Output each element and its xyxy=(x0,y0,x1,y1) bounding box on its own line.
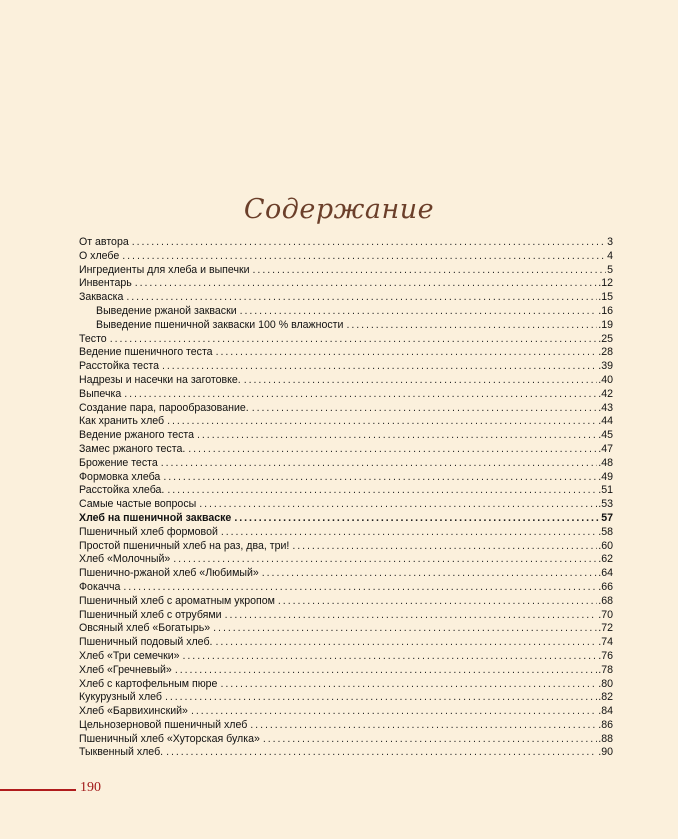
toc-dot-leader xyxy=(346,319,597,333)
toc-entry xyxy=(79,443,613,457)
toc-entry-page: .84 xyxy=(598,705,613,718)
toc-entry-label: Как хранить хлеб xyxy=(79,415,165,428)
toc-entry-page: .43 xyxy=(598,401,613,414)
toc-dot-leader xyxy=(263,733,597,747)
toc-dot-leader xyxy=(132,236,606,250)
toc-entry-label: Ингредиенты для хлеба и выпечки xyxy=(79,263,250,276)
toc-entry xyxy=(79,719,613,733)
toc-entry-page: .68 xyxy=(598,594,613,607)
toc-entry-page: .53 xyxy=(598,498,613,511)
toc-entry-page: .49 xyxy=(598,470,613,483)
toc-entry xyxy=(79,250,613,264)
toc-entry-label: Ведение пшеничного теста xyxy=(79,346,213,359)
toc-dot-leader xyxy=(253,264,607,278)
toc-dot-leader xyxy=(126,291,597,305)
toc-entry xyxy=(79,650,613,664)
toc-entry-page: .28 xyxy=(598,346,613,359)
toc-entry-label: Тесто xyxy=(79,332,107,345)
toc-dot-leader xyxy=(161,457,598,471)
toc-entry-label: Хлеб на пшеничной закваске xyxy=(79,511,232,524)
toc-entry-label: Пшеничный подовый хлеб. xyxy=(79,636,213,649)
toc-entry-page: .86 xyxy=(598,718,613,731)
toc-dot-leader xyxy=(191,705,597,719)
toc-entry-label: Пшеничный хлеб «Хуторская булка» xyxy=(79,732,260,745)
toc-entry-label: От автора xyxy=(79,236,129,248)
toc-entry-label: Пшенично-ржаной хлеб «Любимый» xyxy=(79,567,259,580)
toc-entry-page: .19 xyxy=(598,318,613,331)
toc-entry-label: Формовка хлеба xyxy=(79,470,161,483)
toc-entry-label: Инвентарь xyxy=(79,277,132,290)
toc-entry xyxy=(79,512,613,526)
toc-dot-leader xyxy=(197,429,597,443)
toc-entry-page: .47 xyxy=(598,442,613,455)
toc-entry xyxy=(79,595,613,609)
toc-entry xyxy=(79,553,613,567)
toc-entry xyxy=(79,457,613,471)
toc-entry-page: .12 xyxy=(598,277,613,290)
toc-dot-leader xyxy=(163,471,597,485)
toc-dot-leader xyxy=(220,678,597,692)
toc-entry-label: Самые частые вопросы xyxy=(79,498,197,511)
toc-dot-leader xyxy=(244,374,598,388)
toc-dot-leader xyxy=(165,691,597,705)
toc-entry-label: Фокачча xyxy=(79,580,121,593)
toc-entry xyxy=(79,264,613,278)
footer-rule xyxy=(0,789,76,791)
toc-entry-label: Кукурузный хлеб xyxy=(79,691,162,704)
toc-entry-label: Расстойка теста xyxy=(79,360,159,373)
toc-entry xyxy=(79,346,613,360)
toc-entry-page: .42 xyxy=(598,387,613,400)
page-number: 190 xyxy=(80,780,101,795)
toc-entry xyxy=(79,540,613,554)
toc-dot-leader xyxy=(110,333,598,347)
toc-entry-page: .25 xyxy=(598,332,613,345)
toc-entry xyxy=(79,567,613,581)
toc-entry-label: Пшеничный хлеб с ароматным укропом xyxy=(79,594,275,607)
toc-entry-page: .40 xyxy=(598,373,613,386)
toc-dot-leader xyxy=(162,360,597,374)
toc-entry-page: .78 xyxy=(598,663,613,676)
toc-entry-page: .90 xyxy=(598,746,613,759)
toc-entry-page: .76 xyxy=(598,649,613,662)
toc-entry-label: Хлеб «Гречневый» xyxy=(79,663,172,676)
toc-dot-leader xyxy=(278,595,597,609)
toc-entry xyxy=(79,277,613,291)
toc-entry-page: .60 xyxy=(598,539,613,552)
toc-entry xyxy=(79,498,613,512)
toc-entry-page: .62 xyxy=(598,553,613,566)
toc-entry xyxy=(79,484,613,498)
toc-entry-page: .72 xyxy=(598,622,613,635)
toc-dot-leader xyxy=(213,622,597,636)
toc-dot-leader xyxy=(234,512,600,526)
toc-entry-label: Хлеб «Барвихинский» xyxy=(79,705,188,718)
toc-entry xyxy=(79,581,613,595)
toc-entry-label: Овсяный хлеб «Богатырь» xyxy=(79,622,211,635)
toc-entry xyxy=(79,305,613,319)
toc-entry-page: .16 xyxy=(598,304,613,317)
toc-entry-label: Выведение пшеничной закваски 100 % влажности xyxy=(96,318,344,331)
toc-dot-leader xyxy=(199,498,597,512)
toc-dot-leader xyxy=(262,567,597,581)
toc-entry-label: Замес ржаного теста. xyxy=(79,442,186,455)
toc-dot-leader xyxy=(167,484,597,498)
toc-entry xyxy=(79,333,613,347)
toc-entry-page: .45 xyxy=(598,429,613,442)
toc-entry-page: 3 xyxy=(607,236,613,248)
toc-entry-page: .39 xyxy=(598,360,613,373)
toc-dot-leader xyxy=(135,277,598,291)
toc-entry-label: Цельнозерновой пшеничный хлеб xyxy=(79,718,248,731)
toc-entry xyxy=(79,622,613,636)
toc-dot-leader xyxy=(240,305,598,319)
toc-entry xyxy=(79,678,613,692)
toc-entry xyxy=(79,746,613,760)
toc-entry-label: Выведение ржаной закваски xyxy=(96,304,237,317)
toc-entry-label: Надрезы и насечки на заготовке. xyxy=(79,373,241,386)
toc-dot-leader xyxy=(175,664,597,678)
toc-entry-page: 4 xyxy=(607,249,613,262)
toc-entry xyxy=(79,415,613,429)
toc-entry-page: .66 xyxy=(598,580,613,593)
toc-dot-leader xyxy=(252,402,598,416)
toc-entry-page: .51 xyxy=(598,484,613,497)
toc-entry xyxy=(79,609,613,623)
toc-dot-leader xyxy=(166,746,597,760)
toc-entry xyxy=(79,388,613,402)
toc-entry-page: .64 xyxy=(598,567,613,580)
toc-dot-leader xyxy=(292,540,597,554)
toc-dot-leader xyxy=(221,526,597,540)
toc-entry-page: .88 xyxy=(598,732,613,745)
toc-entry-label: Хлеб «Три семечки» xyxy=(79,649,180,662)
toc-entry-label: Пшеничный хлеб формовой xyxy=(79,525,218,538)
page-title: Содержание xyxy=(243,194,435,225)
toc-entry-page: .82 xyxy=(598,691,613,704)
toc-entry-label: Брожение теста xyxy=(79,456,158,469)
toc-dot-leader xyxy=(124,388,597,402)
toc-entry-page: .70 xyxy=(598,608,613,621)
toc-entry-label: Выпечка xyxy=(79,387,122,400)
toc-entry-page: .15 xyxy=(598,291,613,304)
toc-entry-page: .48 xyxy=(598,456,613,469)
toc-entry xyxy=(79,471,613,485)
toc-entry-page: .44 xyxy=(598,415,613,428)
toc-dot-leader xyxy=(173,553,597,567)
toc-entry xyxy=(79,691,613,705)
toc-entry xyxy=(79,705,613,719)
toc-dot-leader xyxy=(225,609,598,623)
toc-entry xyxy=(79,360,613,374)
toc-entry-label: Хлеб с картофельным пюре xyxy=(79,677,218,690)
toc-entry-label: Пшеничный хлеб с отрубями xyxy=(79,608,222,621)
toc-entry-page: .58 xyxy=(598,525,613,538)
toc-entry-label: Тыквенный хлеб. xyxy=(79,746,164,759)
toc-entry xyxy=(79,733,613,747)
toc-entry-label: Закваска xyxy=(79,291,124,304)
toc-entry-page: 5 xyxy=(607,263,613,276)
toc-dot-leader xyxy=(122,250,606,264)
toc-dot-leader xyxy=(123,581,597,595)
toc-dot-leader xyxy=(188,443,597,457)
toc-entry xyxy=(79,402,613,416)
toc-entry xyxy=(79,374,613,388)
toc-entry-label: Ведение ржаного теста xyxy=(79,429,195,442)
toc-dot-leader xyxy=(183,650,598,664)
toc-entry xyxy=(79,664,613,678)
toc-entry xyxy=(79,236,613,250)
toc-dot-leader xyxy=(250,719,597,733)
toc-entry xyxy=(79,636,613,650)
toc-entry-page: .74 xyxy=(598,636,613,649)
toc-entry-label: Создание пара, парообразование. xyxy=(79,401,249,414)
toc-entry xyxy=(79,526,613,540)
toc-dot-leader xyxy=(216,346,598,360)
toc-entry-page: 57 xyxy=(601,511,613,524)
toc-entry-label: Хлеб «Молочный» xyxy=(79,553,171,566)
toc-dot-leader xyxy=(215,636,597,650)
toc-entry xyxy=(79,429,613,443)
toc-entry xyxy=(79,319,613,333)
toc-entry-page: .80 xyxy=(598,677,613,690)
toc-dot-leader xyxy=(167,415,597,429)
table-of-contents xyxy=(79,236,613,760)
toc-entry-label: О хлебе xyxy=(79,249,120,262)
toc-entry-label: Простой пшеничный хлеб на раз, два, три! xyxy=(79,539,290,552)
toc-entry xyxy=(79,291,613,305)
toc-entry-label: Расстойка хлеба. xyxy=(79,484,165,497)
